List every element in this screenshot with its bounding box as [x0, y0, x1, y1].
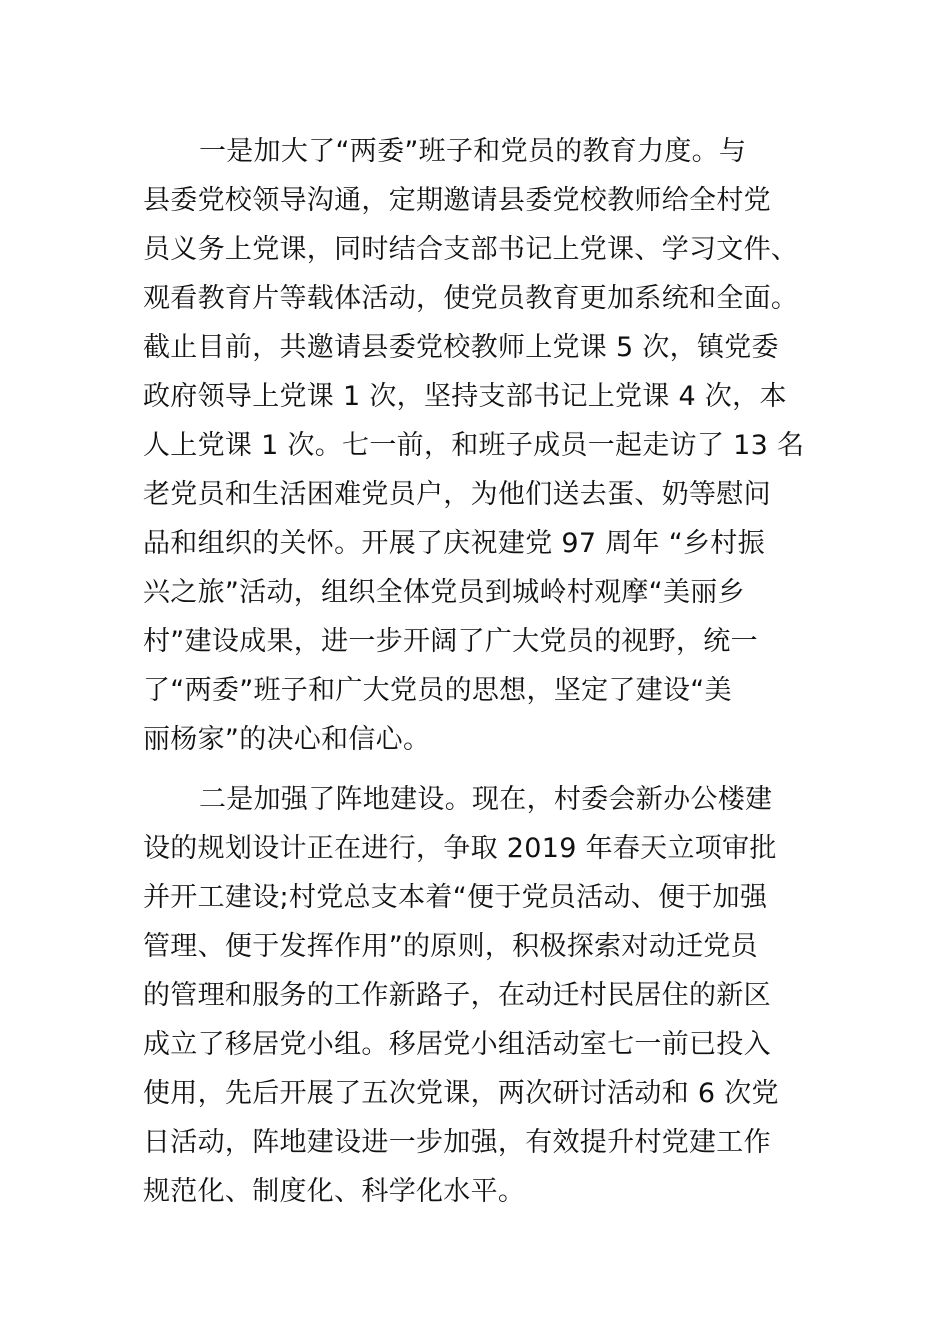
paragraph-line: 管理、便于发挥作用”的原则，积极探索对动迁党员 [143, 931, 758, 962]
paragraph-line: 设的规划设计正在进行，争取 2019 年春天立项审批 [143, 833, 777, 864]
paragraph-line: 使用，先后开展了五次党课，两次研讨活动和 6 次党 [143, 1078, 779, 1109]
paragraph-line: 员义务上党课，同时结合支部书记上党课、学习文件、 [143, 234, 799, 265]
paragraph-line: 丽杨家”的决心和信心。 [143, 724, 431, 755]
paragraph-line: 人上党课 1 次。七一前，和班子成员一起走访了 13 名 [143, 430, 805, 461]
paragraph-line: 截止目前，共邀请县委党校教师上党课 5 次，镇党委 [143, 332, 779, 363]
paragraph-party-education [143, 127, 823, 764]
paragraph-line: 日活动，阵地建设进一步加强，有效提升村党建工作 [143, 1127, 771, 1158]
paragraph-line: 政府领导上党课 1 次，坚持支部书记上党课 4 次，本 [143, 381, 787, 412]
paragraph-line: 县委党校领导沟通，定期邀请县委党校教师给全村党 [143, 185, 771, 216]
paragraph-line: 村”建设成果，进一步开阔了广大党员的视野，统一 [143, 626, 758, 657]
paragraph-line: 一是加大了“两委”班子和党员的教育力度。与 [199, 136, 747, 167]
paragraph-line: 的管理和服务的工作新路子，在动迁村民居住的新区 [143, 980, 771, 1011]
paragraph-line: 兴之旅”活动，组织全体党员到城岭村观摩“美丽乡 [143, 577, 745, 608]
paragraph-line: 了“两委”班子和广大党员的思想，坚定了建设“美 [143, 675, 732, 706]
paragraph-line: 成立了移居党小组。移居党小组活动室七一前已投入 [143, 1029, 771, 1060]
paragraph-line: 规范化、制度化、科学化水平。 [143, 1176, 526, 1207]
paragraph-line: 观看教育片等载体活动，使党员教育更加系统和全面。 [143, 283, 799, 314]
paragraph-position-building [143, 775, 823, 1216]
paragraph-line: 并开工建设;村党总支本着“便于党员活动、便于加强 [143, 882, 768, 913]
paragraph-line: 老党员和生活困难党员户，为他们送去蛋、奶等慰问 [143, 479, 771, 510]
paragraph-line: 品和组织的关怀。开展了庆祝建党 97 周年 “乡村振 [143, 528, 765, 559]
paragraph-line: 二是加强了阵地建设。现在，村委会新办公楼建 [199, 784, 773, 815]
